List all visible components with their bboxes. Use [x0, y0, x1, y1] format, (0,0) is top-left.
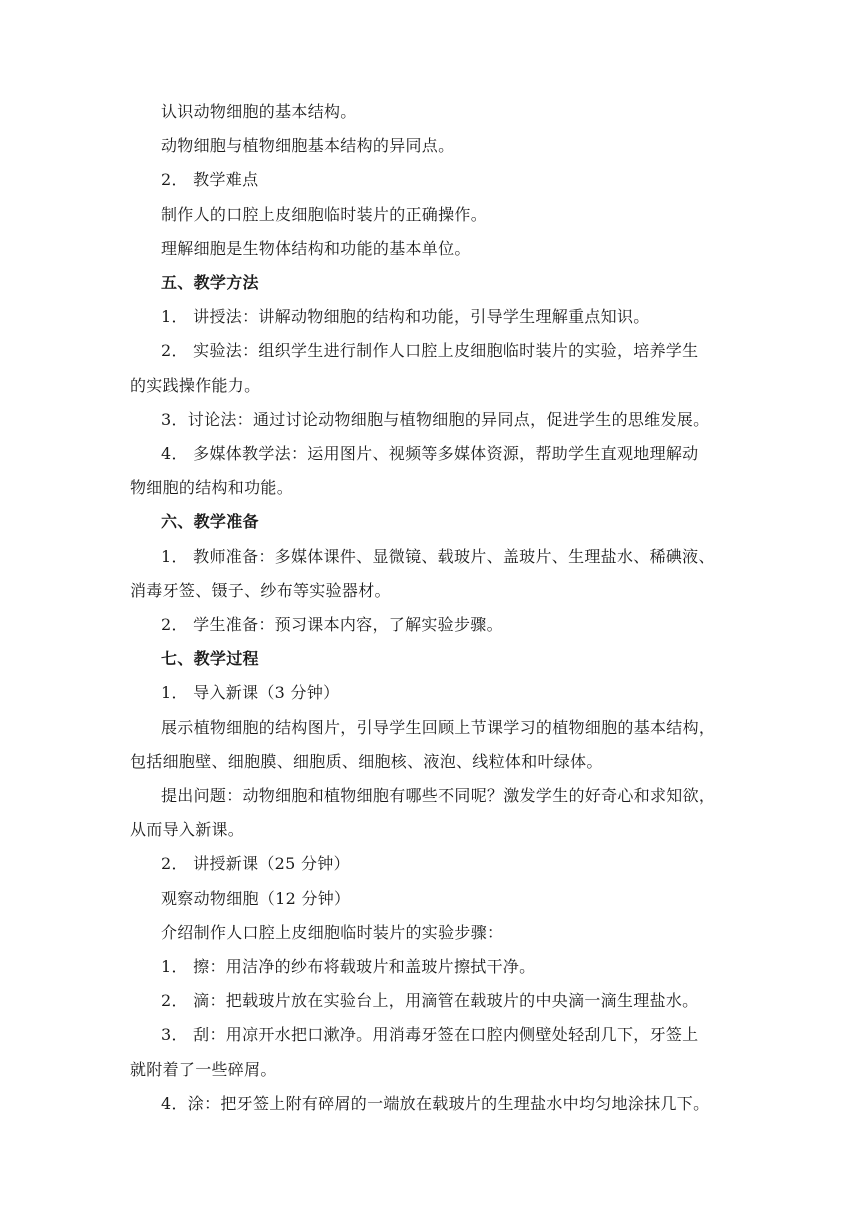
- text-line: 4．涂：把牙签上附有碎屑的一端放在载玻片的生理盐水中均匀地涂抹几下。: [161, 1094, 710, 1113]
- text-line: 3． 刮：用凉开水把口漱净。用消毒牙签在口腔内侧壁处轻刮几下，牙签上: [161, 1025, 699, 1044]
- text-line: 介绍制作人口腔上皮细胞临时装片的实验步骤：: [161, 923, 504, 942]
- text-line: 展示植物细胞的结构图片，引导学生回顾上节课学习的植物细胞的基本结构，: [161, 718, 716, 737]
- text-line: 1． 导入新课（3 分钟）: [161, 683, 340, 702]
- text-line: 理解细胞是生物体结构和功能的基本单位。: [161, 239, 471, 258]
- text-line: 就附着了一些碎屑。: [130, 1060, 277, 1079]
- text-line: 物细胞的结构和功能。: [130, 478, 294, 497]
- text-line: 2． 滴：把载玻片放在实验台上，用滴管在载玻片的中央滴一滴生理盐水。: [161, 991, 699, 1010]
- text-line: 4． 多媒体教学法：运用图片、视频等多媒体资源，帮助学生直观地理解动: [161, 444, 699, 463]
- text-line: 2． 学生准备：预习课本内容，了解实验步骤。: [161, 615, 503, 634]
- text-line: 2． 讲授新课（25 分钟）: [161, 854, 350, 873]
- section-heading: 七、教学过程: [161, 649, 259, 668]
- text-line: 2． 教学难点: [161, 170, 259, 189]
- text-line: 3．讨论法：通过讨论动物细胞与植物细胞的异同点，促进学生的思维发展。: [161, 410, 710, 429]
- text-line: 从而导入新课。: [130, 820, 245, 839]
- text-line: 消毒牙签、镊子、纱布等实验器材。: [130, 581, 391, 600]
- text-line: 动物细胞与植物细胞基本结构的异同点。: [161, 136, 455, 155]
- text-line: 的实践操作能力。: [130, 376, 261, 395]
- text-line: 1． 擦：用洁净的纱布将载玻片和盖玻片擦拭干净。: [161, 957, 536, 976]
- text-line: 提出问题：动物细胞和植物细胞有哪些不同呢？激发学生的好奇心和求知欲，: [161, 786, 716, 805]
- text-line: 1． 教师准备：多媒体课件、显微镜、载玻片、盖玻片、生理盐水、稀碘液、: [161, 547, 715, 566]
- text-line: 认识动物细胞的基本结构。: [161, 102, 357, 121]
- text-line: 包括细胞壁、细胞膜、细胞质、细胞核、液泡、线粒体和叶绿体。: [130, 752, 603, 771]
- text-line: 1． 讲授法：讲解动物细胞的结构和功能，引导学生理解重点知识。: [161, 307, 650, 326]
- text-line: 制作人的口腔上皮细胞临时装片的正确操作。: [161, 205, 488, 224]
- text-line: 观察动物细胞（12 分钟）: [161, 889, 351, 908]
- section-heading: 五、教学方法: [161, 273, 259, 292]
- section-heading: 六、教学准备: [161, 512, 259, 531]
- text-line: 2． 实验法：组织学生进行制作人口腔上皮细胞临时装片的实验，培养学生: [161, 341, 699, 360]
